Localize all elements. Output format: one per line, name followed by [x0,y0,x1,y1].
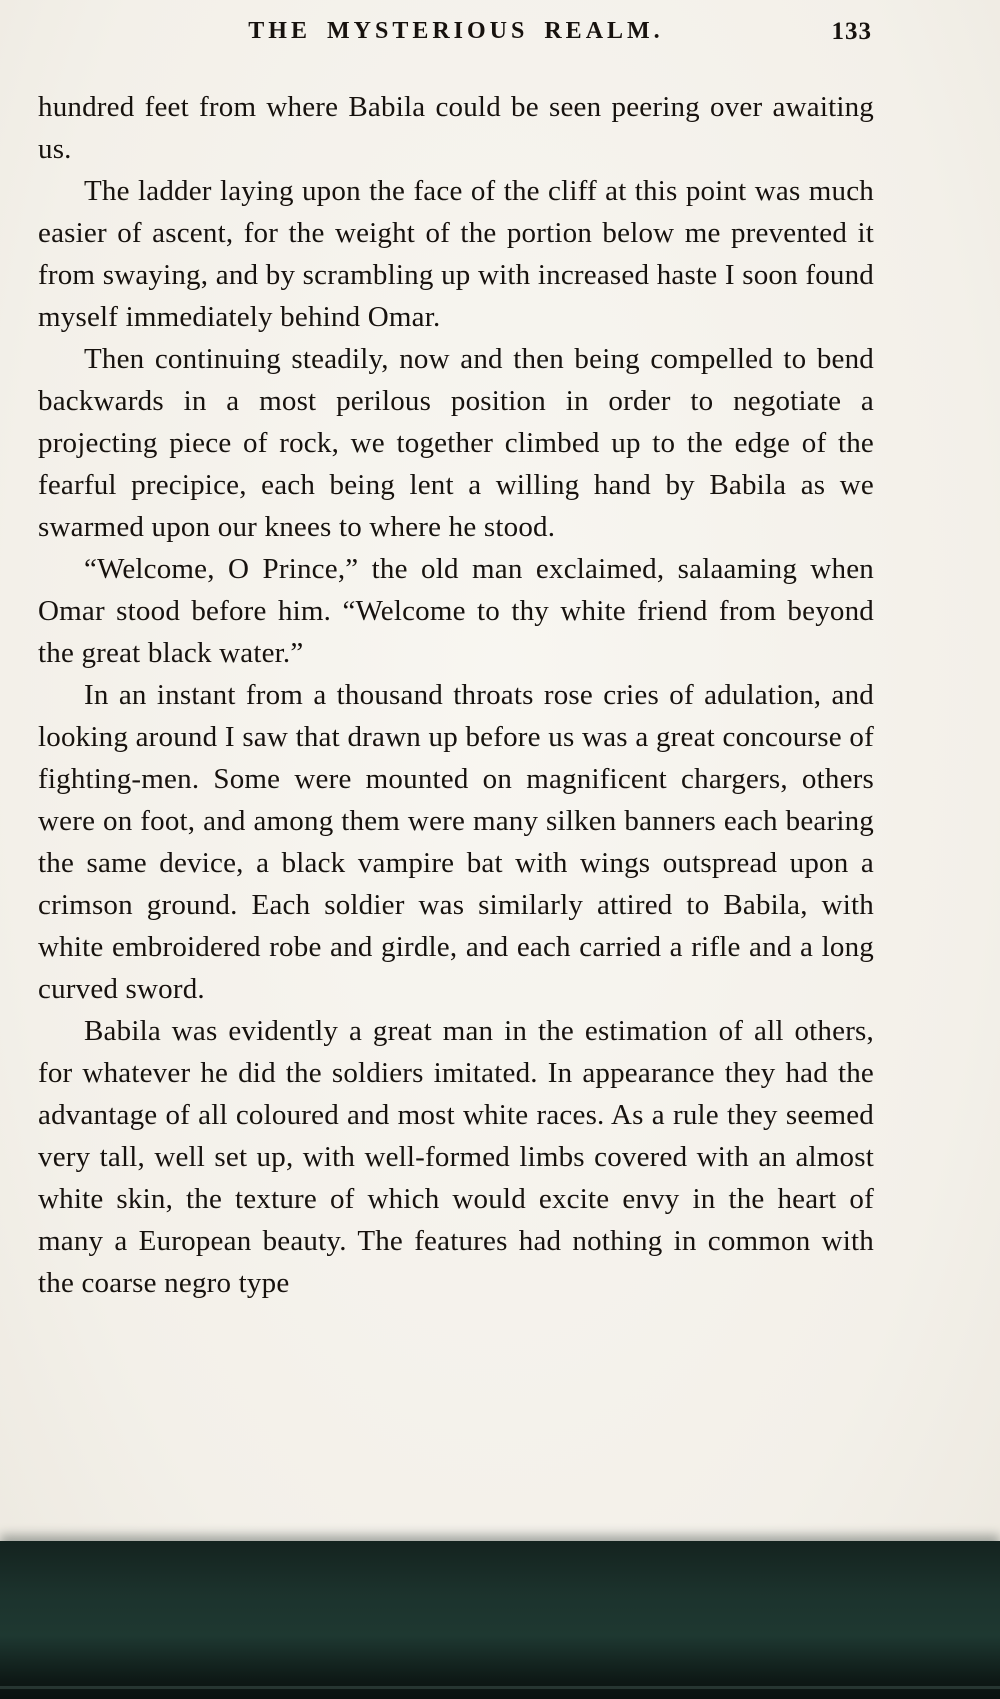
scan-edge-artifact [0,1541,1000,1699]
paragraph: Babila was evidently a great man in the estimation of all others, for whatever he did the soldiers imitated. In appearance they had the advantage of all coloured and most white races. As a rule they seemed very tall, well set up, with well-formed limbs covered with an almost white skin, the texture of which would excite envy in the heart of many a European beauty. The features had nothing in common with the coarse negro type [38,1015,874,1299]
paragraph: Then continuing steadily, now and then being compelled to bend backwards in a most perilous position in order to negotiate a projecting piece of rock, we together climbed up to the edge of the fearful precipice, each being lent a willing hand by Babila as we swarmed upon our knees to where he stood. [38,343,874,543]
page-content [38,18,874,1304]
page-number: 133 [831,18,872,45]
running-title: THE MYSTERIOUS REALM. [248,18,664,44]
paragraph-dialogue: “Welcome, O Prince,” the old man exclaimed, salaaming when Omar stood before him. “Welcome to thy white friend from beyond the great black water.” [38,553,874,669]
running-header [38,18,874,52]
paragraph: The ladder laying upon the face of the cliff at this point was much easier of ascent, for the weight of the portion below me prevented it from swaying, and by scrambling up with increased haste I soon found myself immediately behind Omar. [38,175,874,333]
body-text [38,86,874,1304]
paragraph-continuation: hundred feet from where Babila could be seen peering over awaiting us. [38,91,874,165]
paragraph: In an instant from a thousand throats rose cries of adulation, and looking around I saw that drawn up before us was a great concourse of fighting-men. Some were mounted on magnificent chargers, others were on foot, and among them were many silken banners each bearing the same device, a black vampire bat with wings outspread upon a crimson ground. Each soldier was similarly attired to Babila, with white embroidered robe and girdle, and each carried a rifle and a long curved sword. [38,679,874,1005]
